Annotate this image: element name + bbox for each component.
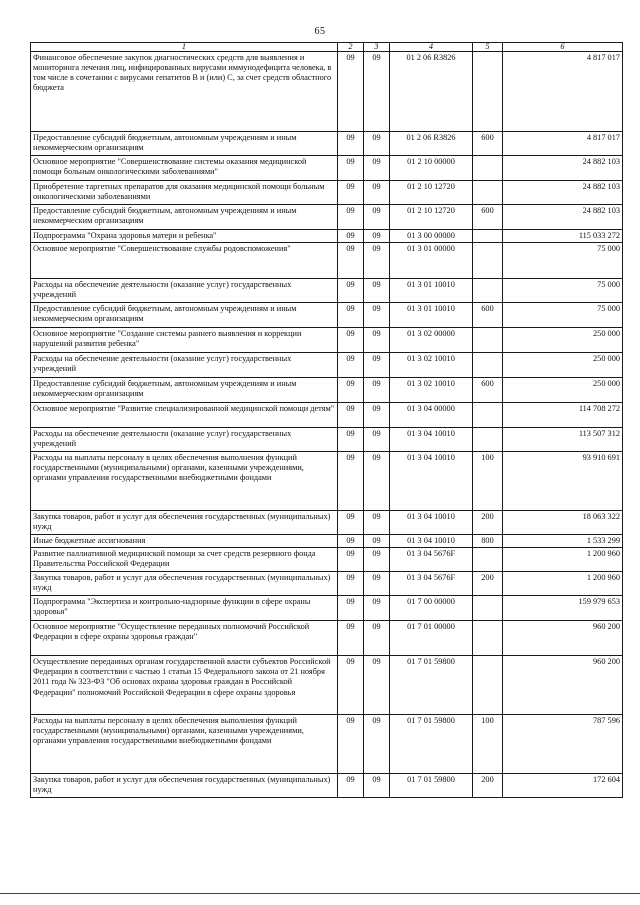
row-name: Закупка товаров, работ и услуг для обеспечения государственных (муниципальных) нужд bbox=[31, 572, 338, 596]
table-row bbox=[31, 452, 623, 511]
row-expense-type bbox=[473, 328, 503, 353]
row-target-article: 01 3 00 00000 bbox=[390, 230, 473, 243]
row-subsection: 09 bbox=[364, 230, 390, 243]
row-name: Закупка товаров, работ и услуг для обеспечения государственных (муниципальных) нужд bbox=[31, 511, 338, 535]
row-expense-type bbox=[473, 181, 503, 205]
row-section: 09 bbox=[338, 403, 364, 428]
table-row bbox=[31, 181, 623, 205]
header-col-1: 1 bbox=[31, 43, 338, 52]
row-target-article: 01 7 01 59800 bbox=[390, 715, 473, 774]
row-name: Основное мероприятие "Осуществление переданных полномочий Российской Федерации в сфере охраны здоровья граждан" bbox=[31, 621, 338, 656]
table-row bbox=[31, 243, 623, 279]
row-subsection: 09 bbox=[364, 279, 390, 303]
row-section: 09 bbox=[338, 378, 364, 403]
header-col-3: 3 bbox=[364, 43, 390, 52]
row-target-article: 01 7 01 59800 bbox=[390, 656, 473, 715]
row-target-article: 01 3 04 00000 bbox=[390, 403, 473, 428]
row-target-article: 01 3 04 10010 bbox=[390, 535, 473, 548]
row-amount: 24 882 103 bbox=[503, 205, 623, 230]
row-name: Предоставление субсидий бюджетным, автономным учреждениям и иным некоммерческим организациям bbox=[31, 378, 338, 403]
table-row bbox=[31, 511, 623, 535]
table-row bbox=[31, 303, 623, 328]
row-amount: 4 817 017 bbox=[503, 52, 623, 132]
row-target-article: 01 3 04 10010 bbox=[390, 511, 473, 535]
row-section: 09 bbox=[338, 303, 364, 328]
row-expense-type bbox=[473, 156, 503, 181]
row-section: 09 bbox=[338, 596, 364, 621]
table-row bbox=[31, 132, 623, 156]
row-expense-type bbox=[473, 403, 503, 428]
row-target-article: 01 3 01 00000 bbox=[390, 243, 473, 279]
row-name: Основное мероприятие "Развитие специализированной медицинской помощи детям" bbox=[31, 403, 338, 428]
row-amount: 24 882 103 bbox=[503, 156, 623, 181]
header-col-4: 4 bbox=[390, 43, 473, 52]
row-expense-type bbox=[473, 230, 503, 243]
row-name: Подпрограмма "Охрана здоровья матери и ребенка" bbox=[31, 230, 338, 243]
row-section: 09 bbox=[338, 205, 364, 230]
row-subsection: 09 bbox=[364, 243, 390, 279]
table-row bbox=[31, 230, 623, 243]
row-subsection: 09 bbox=[364, 774, 390, 798]
row-subsection: 09 bbox=[364, 156, 390, 181]
row-name: Расходы на выплаты персоналу в целях обеспечения выполнения функций государственными (муниципальными) органами, казенными учреждениями, органами управления государственными внебюджетными фондами bbox=[31, 715, 338, 774]
page-number: 65 bbox=[314, 26, 326, 37]
row-expense-type: 200 bbox=[473, 572, 503, 596]
row-subsection: 09 bbox=[364, 132, 390, 156]
row-amount: 75 000 bbox=[503, 303, 623, 328]
row-name: Финансовое обеспечение закупок диагностических средств для выявления и мониторинга лечения лиц, инфицированных вирусами иммунодефицита человека, в том числе в сочетании с вирусами гепатитов В и (или) С, за счет средств областного бюджета bbox=[31, 52, 338, 132]
row-amount: 250 000 bbox=[503, 328, 623, 353]
row-subsection: 09 bbox=[364, 548, 390, 572]
row-target-article: 01 3 04 10010 bbox=[390, 452, 473, 511]
row-name: Предоставление субсидий бюджетным, автономным учреждениям и иным некоммерческим организациям bbox=[31, 132, 338, 156]
table-body bbox=[31, 52, 623, 798]
row-name: Иные бюджетные ассигнования bbox=[31, 535, 338, 548]
budget-table bbox=[30, 42, 623, 798]
row-subsection: 09 bbox=[364, 303, 390, 328]
row-target-article: 01 7 00 00000 bbox=[390, 596, 473, 621]
row-name: Развитие паллиативной медицинской помощи за счет средств резервного фонда Правительства Российской Федерации bbox=[31, 548, 338, 572]
table-row bbox=[31, 279, 623, 303]
row-target-article: 01 2 10 12720 bbox=[390, 181, 473, 205]
row-expense-type bbox=[473, 243, 503, 279]
row-subsection: 09 bbox=[364, 511, 390, 535]
row-subsection: 09 bbox=[364, 656, 390, 715]
row-section: 09 bbox=[338, 452, 364, 511]
table-row bbox=[31, 548, 623, 572]
row-expense-type: 600 bbox=[473, 132, 503, 156]
row-expense-type bbox=[473, 548, 503, 572]
row-section: 09 bbox=[338, 774, 364, 798]
row-section: 09 bbox=[338, 279, 364, 303]
bottom-rule bbox=[0, 893, 640, 894]
row-expense-type: 200 bbox=[473, 774, 503, 798]
row-section: 09 bbox=[338, 511, 364, 535]
table-row bbox=[31, 52, 623, 132]
row-subsection: 09 bbox=[364, 353, 390, 378]
row-amount: 115 033 272 bbox=[503, 230, 623, 243]
table-row bbox=[31, 715, 623, 774]
row-amount: 787 596 bbox=[503, 715, 623, 774]
row-section: 09 bbox=[338, 621, 364, 656]
table-row bbox=[31, 428, 623, 452]
table-header bbox=[31, 43, 623, 52]
row-target-article: 01 2 10 12720 bbox=[390, 205, 473, 230]
row-target-article: 01 3 04 5676F bbox=[390, 572, 473, 596]
row-section: 09 bbox=[338, 353, 364, 378]
table-row bbox=[31, 535, 623, 548]
row-amount: 250 000 bbox=[503, 378, 623, 403]
row-amount: 93 910 691 bbox=[503, 452, 623, 511]
row-subsection: 09 bbox=[364, 205, 390, 230]
table-row bbox=[31, 328, 623, 353]
row-section: 09 bbox=[338, 243, 364, 279]
header-col-5: 5 bbox=[473, 43, 503, 52]
row-section: 09 bbox=[338, 328, 364, 353]
row-expense-type: 800 bbox=[473, 535, 503, 548]
row-name: Подпрограмма "Экспертиза и контрольно-надзорные функции в сфере охраны здоровья" bbox=[31, 596, 338, 621]
row-name: Основное мероприятие "Создание системы раннего выявления и коррекции нарушений развития ребенка" bbox=[31, 328, 338, 353]
row-amount: 960 200 bbox=[503, 621, 623, 656]
row-expense-type bbox=[473, 279, 503, 303]
row-section: 09 bbox=[338, 535, 364, 548]
row-subsection: 09 bbox=[364, 403, 390, 428]
row-section: 09 bbox=[338, 572, 364, 596]
row-target-article: 01 3 02 10010 bbox=[390, 353, 473, 378]
row-target-article: 01 3 01 10010 bbox=[390, 279, 473, 303]
header-col-6: 6 bbox=[503, 43, 623, 52]
row-amount: 172 604 bbox=[503, 774, 623, 798]
row-expense-type: 600 bbox=[473, 205, 503, 230]
row-target-article: 01 7 01 59800 bbox=[390, 774, 473, 798]
row-section: 09 bbox=[338, 52, 364, 132]
table-row bbox=[31, 403, 623, 428]
row-name: Основное мероприятие "Совершенствование службы родовспоможения" bbox=[31, 243, 338, 279]
row-subsection: 09 bbox=[364, 452, 390, 511]
row-subsection: 09 bbox=[364, 328, 390, 353]
row-expense-type: 600 bbox=[473, 303, 503, 328]
row-target-article: 01 7 01 00000 bbox=[390, 621, 473, 656]
row-target-article: 01 2 10 00000 bbox=[390, 156, 473, 181]
row-expense-type: 200 bbox=[473, 511, 503, 535]
row-amount: 250 000 bbox=[503, 353, 623, 378]
row-target-article: 01 3 02 00000 bbox=[390, 328, 473, 353]
row-amount: 114 708 272 bbox=[503, 403, 623, 428]
row-expense-type: 100 bbox=[473, 452, 503, 511]
row-amount: 24 882 103 bbox=[503, 181, 623, 205]
row-amount: 75 000 bbox=[503, 279, 623, 303]
row-expense-type bbox=[473, 656, 503, 715]
table-row bbox=[31, 596, 623, 621]
row-amount: 113 507 312 bbox=[503, 428, 623, 452]
row-subsection: 09 bbox=[364, 596, 390, 621]
row-expense-type: 600 bbox=[473, 378, 503, 403]
row-subsection: 09 bbox=[364, 715, 390, 774]
table-row bbox=[31, 156, 623, 181]
row-section: 09 bbox=[338, 181, 364, 205]
row-subsection: 09 bbox=[364, 428, 390, 452]
row-target-article: 01 3 02 10010 bbox=[390, 378, 473, 403]
row-amount: 4 817 017 bbox=[503, 132, 623, 156]
row-expense-type: 100 bbox=[473, 715, 503, 774]
row-name: Основное мероприятие "Совершенствование системы оказания медицинской помощи больным онкологическими заболеваниями" bbox=[31, 156, 338, 181]
row-amount: 1 200 960 bbox=[503, 572, 623, 596]
row-target-article: 01 2 06 R3826 bbox=[390, 52, 473, 132]
row-name: Предоставление субсидий бюджетным, автономным учреждениям и иным некоммерческим организациям bbox=[31, 303, 338, 328]
row-expense-type bbox=[473, 621, 503, 656]
row-section: 09 bbox=[338, 428, 364, 452]
row-target-article: 01 2 06 R3826 bbox=[390, 132, 473, 156]
row-section: 09 bbox=[338, 230, 364, 243]
row-expense-type bbox=[473, 596, 503, 621]
row-name: Осуществление переданных органам государственной власти субъектов Российской Федерации в соответствии с частью 1 статьи 15 Федерального закона от 21 ноября 2011 года № 323-ФЗ "Об основах охраны здоровья граждан в Российской Федерации" полномочий Российской Федерации в сфере охраны здоровья bbox=[31, 656, 338, 715]
row-name: Расходы на обеспечение деятельности (оказание услуг) государственных учреждений bbox=[31, 353, 338, 378]
row-amount: 960 200 bbox=[503, 656, 623, 715]
row-target-article: 01 3 01 10010 bbox=[390, 303, 473, 328]
row-subsection: 09 bbox=[364, 621, 390, 656]
row-section: 09 bbox=[338, 156, 364, 181]
row-amount: 1 533 299 bbox=[503, 535, 623, 548]
row-subsection: 09 bbox=[364, 52, 390, 132]
row-name: Расходы на выплаты персоналу в целях обеспечения выполнения функций государственными (муниципальными) органами, казенными учреждениями, органами управления государственными внебюджетными фондами bbox=[31, 452, 338, 511]
row-name: Приобретение таргетных препаратов для оказания медицинской помощи больным онкологическими заболеваниями bbox=[31, 181, 338, 205]
row-amount: 18 063 322 bbox=[503, 511, 623, 535]
row-amount: 1 200 960 bbox=[503, 548, 623, 572]
table-row bbox=[31, 378, 623, 403]
table-row bbox=[31, 353, 623, 378]
row-target-article: 01 3 04 10010 bbox=[390, 428, 473, 452]
row-name: Расходы на обеспечение деятельности (оказание услуг) государственных учреждений bbox=[31, 428, 338, 452]
row-section: 09 bbox=[338, 548, 364, 572]
row-name: Предоставление субсидий бюджетным, автономным учреждениям и иным некоммерческим организациям bbox=[31, 205, 338, 230]
table-row bbox=[31, 205, 623, 230]
row-name: Расходы на обеспечение деятельности (оказание услуг) государственных учреждений bbox=[31, 279, 338, 303]
row-subsection: 09 bbox=[364, 572, 390, 596]
row-target-article: 01 3 04 5676F bbox=[390, 548, 473, 572]
row-name: Закупка товаров, работ и услуг для обеспечения государственных (муниципальных) нужд bbox=[31, 774, 338, 798]
table-row bbox=[31, 621, 623, 656]
row-expense-type bbox=[473, 353, 503, 378]
row-expense-type bbox=[473, 52, 503, 132]
row-section: 09 bbox=[338, 132, 364, 156]
row-subsection: 09 bbox=[364, 181, 390, 205]
header-row bbox=[31, 43, 623, 52]
row-section: 09 bbox=[338, 656, 364, 715]
row-amount: 159 979 653 bbox=[503, 596, 623, 621]
table-row bbox=[31, 656, 623, 715]
table-row bbox=[31, 774, 623, 798]
row-subsection: 09 bbox=[364, 378, 390, 403]
table-row bbox=[31, 572, 623, 596]
row-section: 09 bbox=[338, 715, 364, 774]
row-amount: 75 000 bbox=[503, 243, 623, 279]
row-subsection: 09 bbox=[364, 535, 390, 548]
row-expense-type bbox=[473, 428, 503, 452]
header-col-2: 2 bbox=[338, 43, 364, 52]
